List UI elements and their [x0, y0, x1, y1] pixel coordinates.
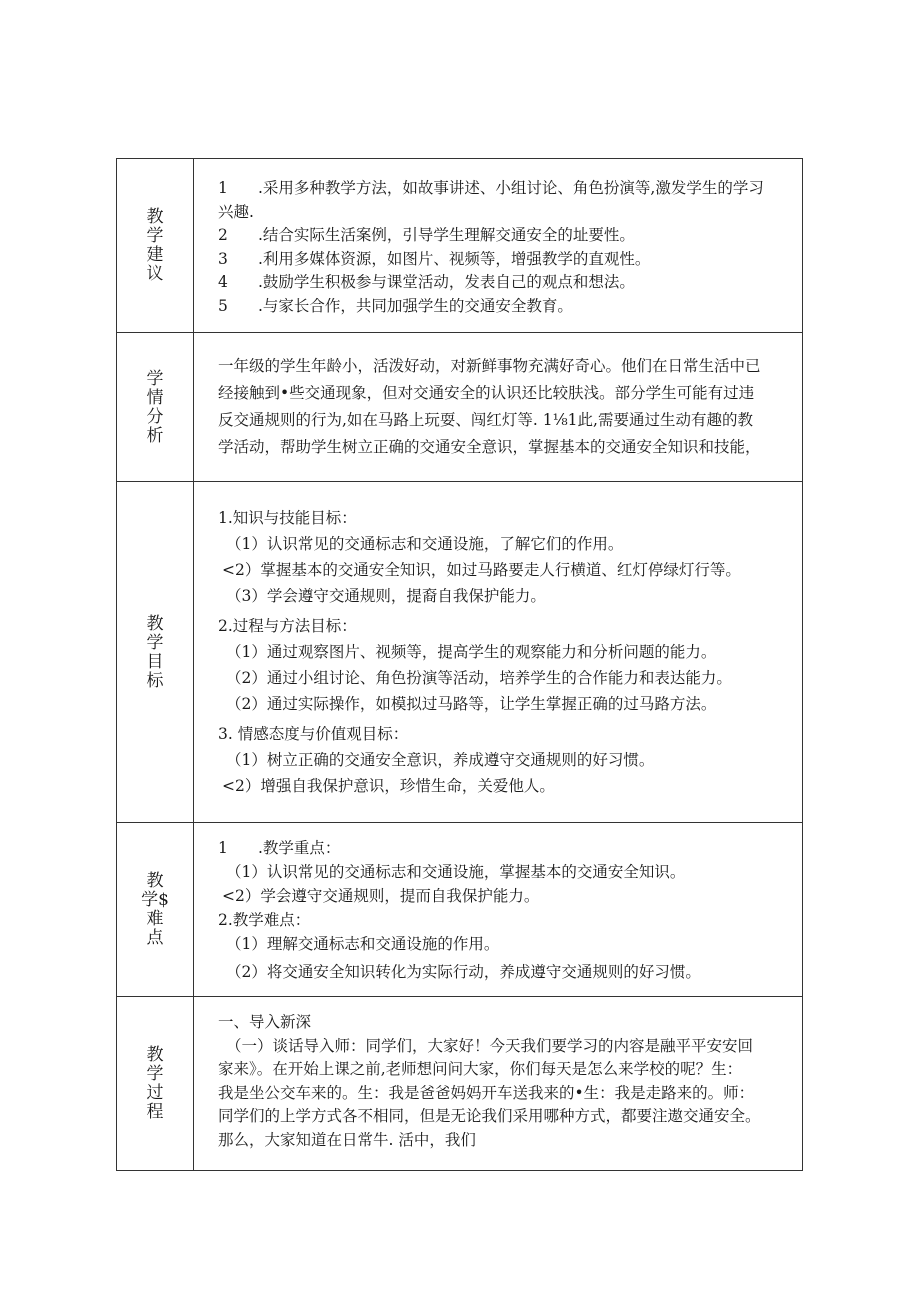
process-heading: 一、导入新深: [218, 1013, 312, 1031]
keypoint-line: <2）学会遵守交通规则，提而自我保护能力。: [222, 886, 540, 905]
suggestion-item: 5 .与家长合作，共同加强学生的交通安全教育。: [218, 296, 573, 315]
analysis-line: 学活动，帮助学生树立正确的交通安全意识，掌握基本的交通安全知识和技能，: [218, 438, 761, 456]
keypoint-line: （1）认识常见的交通标志和交通设施，掌握基本的交通安全知识。: [226, 862, 686, 881]
lesson-plan-table: [116, 158, 803, 1171]
analysis-line: 一年级的学生年龄小，活泼好动，对新鲜事物充满好奇心。他们在日常生活中已: [218, 357, 761, 375]
process-line: 我是坐公交车来的。生：我是爸爸妈妈开车送我来的•生：我是走路来的。师：: [218, 1083, 755, 1102]
objective-line: （3）学会遵守交通规则，提裔自我保护能力。: [226, 587, 546, 605]
row-learning-analysis: [117, 333, 803, 482]
suggestion-item: 3 .利用多媒体资源，如图片、视频等，增强教学的直观性。: [218, 249, 651, 268]
content-teaching-objectives: [194, 482, 803, 823]
objective-line: <2）增强自我保护意识，珍惜生命，关爱他人。: [222, 777, 555, 795]
analysis-line: 经接触到•些交通现象，但对交通安全的认识还比较肤浅。部分学生可能有过违: [218, 384, 755, 402]
row-teaching-process: [117, 997, 803, 1171]
process-line: （一）谈话导入师：同学们，大家好！今天我们要学习的内容是融平平安安回: [226, 1036, 754, 1055]
process-line: 同学们的上学方式各不相同，但是无论我们采用哪种方式，都要注遨交通安全。: [218, 1107, 761, 1125]
content-learning-analysis: [194, 333, 803, 482]
suggestion-item: 2 .结合实际生活案例，引导学生理解交通安全的址要性。: [218, 226, 635, 244]
content-teaching-suggestions: [194, 159, 803, 333]
keypoint-heading: 1 .教学重点：: [218, 838, 341, 857]
objective-line: （1）认识常见的交通标志和交通设施，了解它们的作用。: [226, 535, 624, 553]
row-key-difficult-points: [117, 823, 803, 997]
objective-line: （2）通过实际操作，如模拟过马路等，让学生掌握正确的过马路方法。: [226, 695, 717, 713]
analysis-line: 反交通规则的行为,如在马路上玩耍、闯红灯等. 1⅛1此,需要通过生动有趣的教: [218, 411, 753, 429]
objective-line: <2）掌握基本的交通安全知识，如过马路要走人行横道、红灯停绿灯行等。: [222, 561, 741, 579]
keypoint-line: （2）将交通安全知识转化为实际行动，养成遵守交通规则的好习惯。: [226, 962, 701, 981]
objective-line: 1.知识与技能目标：: [218, 509, 357, 527]
keypoint-line: 2.教学难点：: [218, 910, 311, 929]
label-teaching-suggestions: 教 学 建 议: [117, 159, 194, 333]
row-teaching-suggestions: [117, 159, 803, 333]
label-teaching-process: 教 学 过 程: [117, 997, 194, 1171]
suggestion-item: 4 .鼓励学生积极参与课堂活动，发表自己的观点和想法。: [218, 273, 635, 291]
objective-line: （1）树立正确的交通安全意识，养成遵守交通规则的好习惯。: [226, 751, 655, 769]
objective-line: 3. 情感态度与价值观目标：: [218, 725, 409, 743]
objective-line: 2.过程与方法目标：: [218, 617, 357, 635]
content-teaching-process: [194, 997, 803, 1171]
label-key-difficult-points: 教 学$ 难 点: [117, 823, 194, 997]
objective-line: （2）通过小组讨论、角色扮演等活动，培养学生的合作能力和表达能力。: [226, 669, 732, 687]
row-teaching-objectives: [117, 482, 803, 823]
suggestion-item-cont: 兴趣.: [218, 202, 254, 221]
content-key-difficult-points: [194, 823, 803, 997]
objective-line: （1）通过观察图片、视频等，提高学生的观察能力和分析问题的能力。: [226, 643, 717, 661]
process-line: 那么，大家知道在日常牛. 活中，我们: [218, 1130, 476, 1149]
keypoint-line: （1）理解交通标志和交通设施的作用。: [226, 934, 500, 953]
label-learning-analysis: 学 情 分 析: [117, 333, 194, 482]
suggestion-item: 1 .采用多种教学方法，如故事讲述、小组讨论、角色扮演等,激发学生的学习: [218, 179, 764, 197]
label-teaching-objectives: 教 学 目 标: [117, 482, 194, 823]
process-line: 家来》。在开始上课之前,老师想问问大家，你们每天是怎么来学校的呢？生：: [218, 1060, 743, 1078]
